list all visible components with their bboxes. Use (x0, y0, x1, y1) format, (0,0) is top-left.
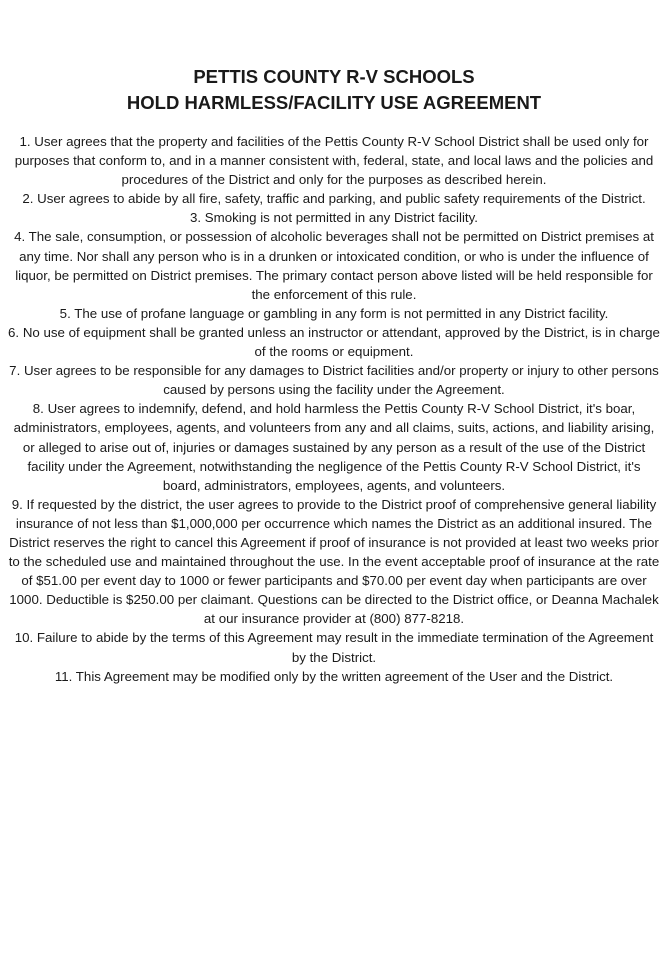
clause-10: 10. Failure to abide by the terms of this Agreement may result in the immediate termination of the Agreement by the District. (14, 630, 654, 665)
clause-11: 11. This Agreement may be modified only by the written agreement of the User and the District. (54, 668, 614, 684)
clause-7: 7. User agrees to be responsible for any damages to District facilities and/or property or injury to other persons caused by persons using the facility under the Agreement. (9, 363, 659, 398)
clause-3: 3. Smoking is not permitted in any District facility. (190, 210, 478, 226)
clause-1: 1. User agrees that the property and facilities of the Pettis County R-V School District shall be used only for purposes that conform to, and in a manner consistent with, federal, state, and local laws and the policies and procedures of the District and only for the purposes as described herein. (14, 134, 654, 188)
document-title (8, 64, 660, 116)
clause-5: 5. The use of profane language or gambling in any form is not permitted in any District facility. (59, 305, 609, 321)
title-line-1: PETTIS COUNTY R-V SCHOOLS (193, 66, 475, 87)
clause-2: 2. User agrees to abide by all fire, safety, traffic and parking, and public safety requirements of the District. (22, 191, 646, 207)
clause-4: 4. The sale, consumption, or possession of alcoholic beverages shall not be permitted on District premises at any time. Nor shall any person who is in a drunken or intoxicated condition, or who is under the influence of liquor, be permitted on District premises. The primary contact person above listed will be held responsible for the enforcement of this rule. (14, 229, 654, 302)
clause-8: 8. User agrees to indemnify, defend, and hold harmless the Pettis County R-V School District, it's boar, administrators, employees, agents, and volunteers from any and all claims, suits, actions, and liability arising, or alleged to arise out of, injuries or damages sustained by any person as a result of the use of the District facility under the Agreement, notwithstanding the negligence of the Pettis County R-V School District, it's board, administrators, employees, agents, and volunteers. (13, 401, 655, 493)
clause-9: 9. If requested by the district, the user agrees to provide to the District proof of comprehensive general liability insurance of not less than $1,000,000 per occurrence which names the District as an additional insured. The District reserves the right to cancel this Agreement if proof of insurance is not provided at least two weeks prior to the scheduled use and maintained throughout the use. In the event acceptable proof of insurance at the rate of $51.00 per event day to 1000 or fewer participants and $70.00 per event day when participants are over 1000. Deductible is $250.00 per claimant. Questions can be directed to the District office, or Deanna Machalek at our insurance provider at (800) 877-8218. (8, 496, 660, 627)
title-line-2: HOLD HARMLESS/FACILITY USE AGREEMENT (126, 92, 542, 113)
clause-6: 6. No use of equipment shall be granted unless an instructor or attendant, approved by the District, is in charge of the rooms or equipment. (8, 324, 660, 360)
agreement-clauses (8, 132, 660, 686)
